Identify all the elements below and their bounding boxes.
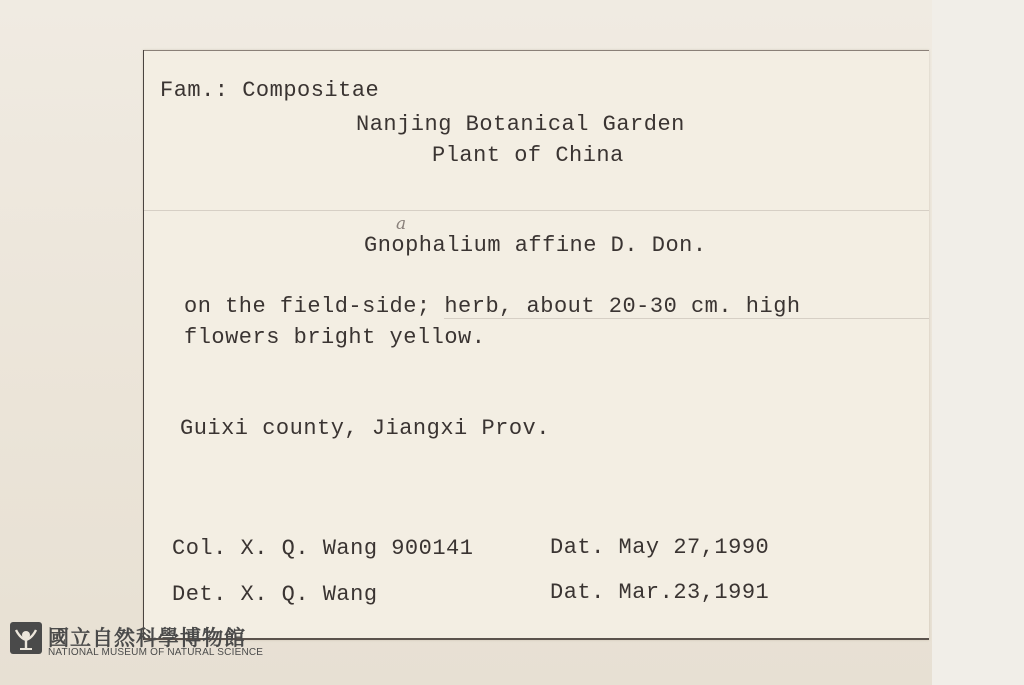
label-fold-line: [144, 210, 929, 211]
family-text: Fam.: Compositae: [160, 78, 380, 103]
determiner-text: Det. X. Q. Wang: [172, 582, 378, 607]
collected-date-text: Dat. May 27,1990: [550, 535, 770, 560]
sheet-edge: [932, 0, 1024, 685]
label-top-rule: [144, 50, 929, 51]
museum-logo-icon: [10, 622, 42, 654]
habitat-line-2: flowers bright yellow.: [184, 325, 486, 350]
institution-text: Nanjing Botanical Garden: [356, 112, 685, 137]
species-correction-annotation: a: [396, 214, 407, 234]
subtitle-text: Plant of China: [432, 143, 624, 168]
species-name: Gnophalium affine D. Don.: [364, 233, 707, 258]
specimen-label: [143, 50, 929, 640]
collector-text: Col. X. Q. Wang 900141: [172, 536, 474, 561]
locality-text: Guixi county, Jiangxi Prov.: [180, 416, 550, 441]
determined-date-text: Dat. Mar.23,1991: [550, 580, 770, 605]
label-bottom-rule: [144, 638, 929, 640]
habitat-line-1: on the field-side; herb, about 20-30 cm. high: [184, 294, 801, 319]
museum-name-english: NATIONAL MUSEUM OF NATURAL SCIENCE: [48, 647, 264, 658]
museum-name-chinese: 國立自然科學博物館: [48, 626, 246, 650]
